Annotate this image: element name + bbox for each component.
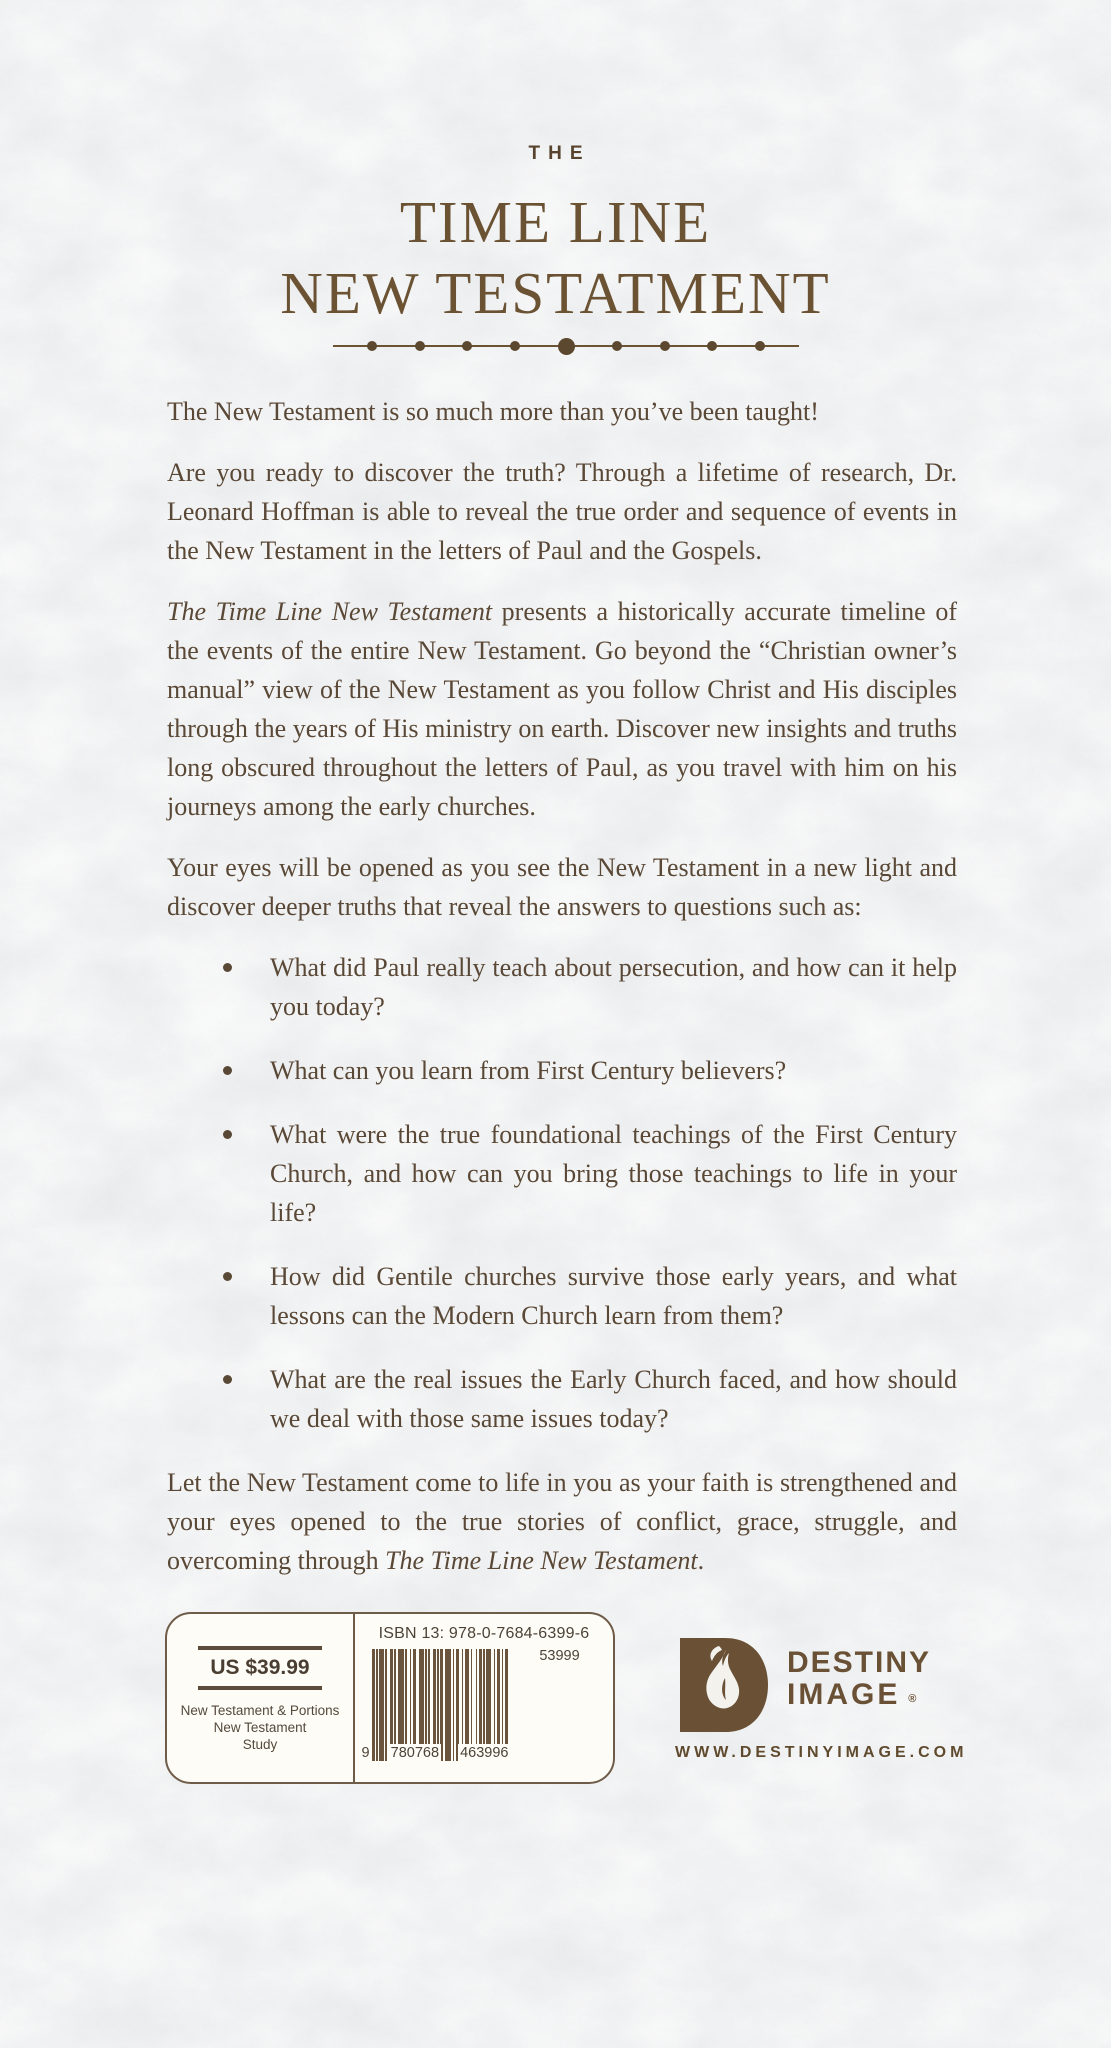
closing-period: . [697,1546,705,1575]
intro-paragraph [167,392,957,431]
divider-dot [510,341,520,351]
price-label: US $39.99 [210,1656,310,1679]
closing-text: Let the New Testament come to life in you as your faith is strengthened and your eyes opened to the true stories of conflict, grace, struggle, and overcoming through [167,1468,957,1575]
book-title-line-2: NEW TESTATMENT [280,260,831,326]
barcode-digit-group: 9 [361,1745,370,1761]
bullet-item [167,1115,957,1232]
divider-dot [415,341,425,351]
bullet-item [167,1360,957,1438]
publisher-name-line-2 [787,1678,917,1711]
book-title-line-1: TIME LINE [399,189,712,255]
category-line: New Testament [213,1720,307,1735]
price-rule-bottom [198,1686,322,1690]
book-title-italic: The Time Line New Testament [167,597,493,626]
publisher-logo-block [675,1638,967,1762]
title-block [0,144,1111,329]
divider-dot [367,341,377,351]
price-isbn-box [165,1612,615,1784]
divider-dot [660,341,670,351]
publisher-logo [675,1638,967,1732]
publisher-name [787,1647,931,1711]
barcode-digit-group: 463996 [460,1745,509,1761]
category-line: Study [242,1737,278,1752]
category-lines [181,1702,340,1753]
category-line: New Testament & Portions [180,1703,340,1718]
bullet-item [167,1051,957,1090]
publisher-name-line-1: DESTINY [787,1646,932,1679]
research-paragraph [167,453,957,570]
back-cover-blurb [167,392,957,1602]
supplement-barcode [523,1649,597,1762]
closing-paragraph [167,1463,957,1580]
barcode-digits [360,1744,511,1763]
divider-dot [755,341,765,351]
bullet-text: What are the real issues the Early Church faced, and how should we deal with those same issues today? [270,1365,957,1433]
supplement-code: 53999 [539,1648,580,1664]
timeline-text: presents a historically accurate timeline of the events of the entire New Testament. Go beyond the “Christian owner’s manual” view of the New Testament as you follow Christ and His disciples through the years of His ministry on earth. Discover new insights and truths long obscured throughout the letters of Paul, as you travel with him on his journeys among the early churches. [167,597,957,821]
destiny-d-flame-icon [675,1638,770,1732]
publisher-name-text: IMAGE [787,1678,901,1711]
bullet-item [167,1257,957,1335]
questions-paragraph [167,848,957,926]
isbn-panel [355,1614,613,1782]
book-title-italic: The Time Line New Testament [385,1546,698,1575]
divider-dots [367,336,765,356]
questions-text: Your eyes will be opened as you see the New Testament in a new light and discover deeper truths that reveal the answers to questions such as: [167,853,957,921]
barcode-row [361,1648,597,1767]
isbn-label: ISBN 13: 978-0-7684-6399-6 [378,1625,590,1642]
bullet-item [167,948,957,1026]
divider-dot [707,341,717,351]
price-panel [167,1614,355,1782]
title-kicker: THE [528,143,591,164]
bullet-text: How did Gentile churches survive those early years, and what lessons can the Modern Church learn from them? [270,1262,957,1330]
research-text: Are you ready to discover the truth? Through a lifetime of research, Dr. Leonard Hoffman is able to reveal the true order and sequence of events in the New Testament in the letters of Paul and the Gospels. [167,458,957,565]
publisher-website: WWW.DESTINYIMAGE.COM [675,1744,968,1761]
barcode-digit-group: 780768 [390,1745,440,1761]
divider-dot [462,341,472,351]
price-rule-top [198,1646,322,1650]
divider-dot [612,341,622,351]
bullet-list [167,948,957,1438]
bullet-text: What did Paul really teach about persecution, and how can it help you today? [270,953,957,1021]
supplement-stripes [523,1667,597,1762]
registered-mark: ® [908,1693,917,1705]
ean-barcode [361,1649,509,1767]
intro-text: The New Testament is so much more than you’ve been taught! [167,397,819,426]
bullet-text: What were the true foundational teachings of the First Century Church, and how can you bring those teachings to life in your life? [270,1120,957,1227]
title-divider [333,336,799,356]
timeline-paragraph [167,592,957,826]
divider-dot-center [558,338,575,355]
bullet-text: What can you learn from First Century believers? [270,1056,787,1085]
